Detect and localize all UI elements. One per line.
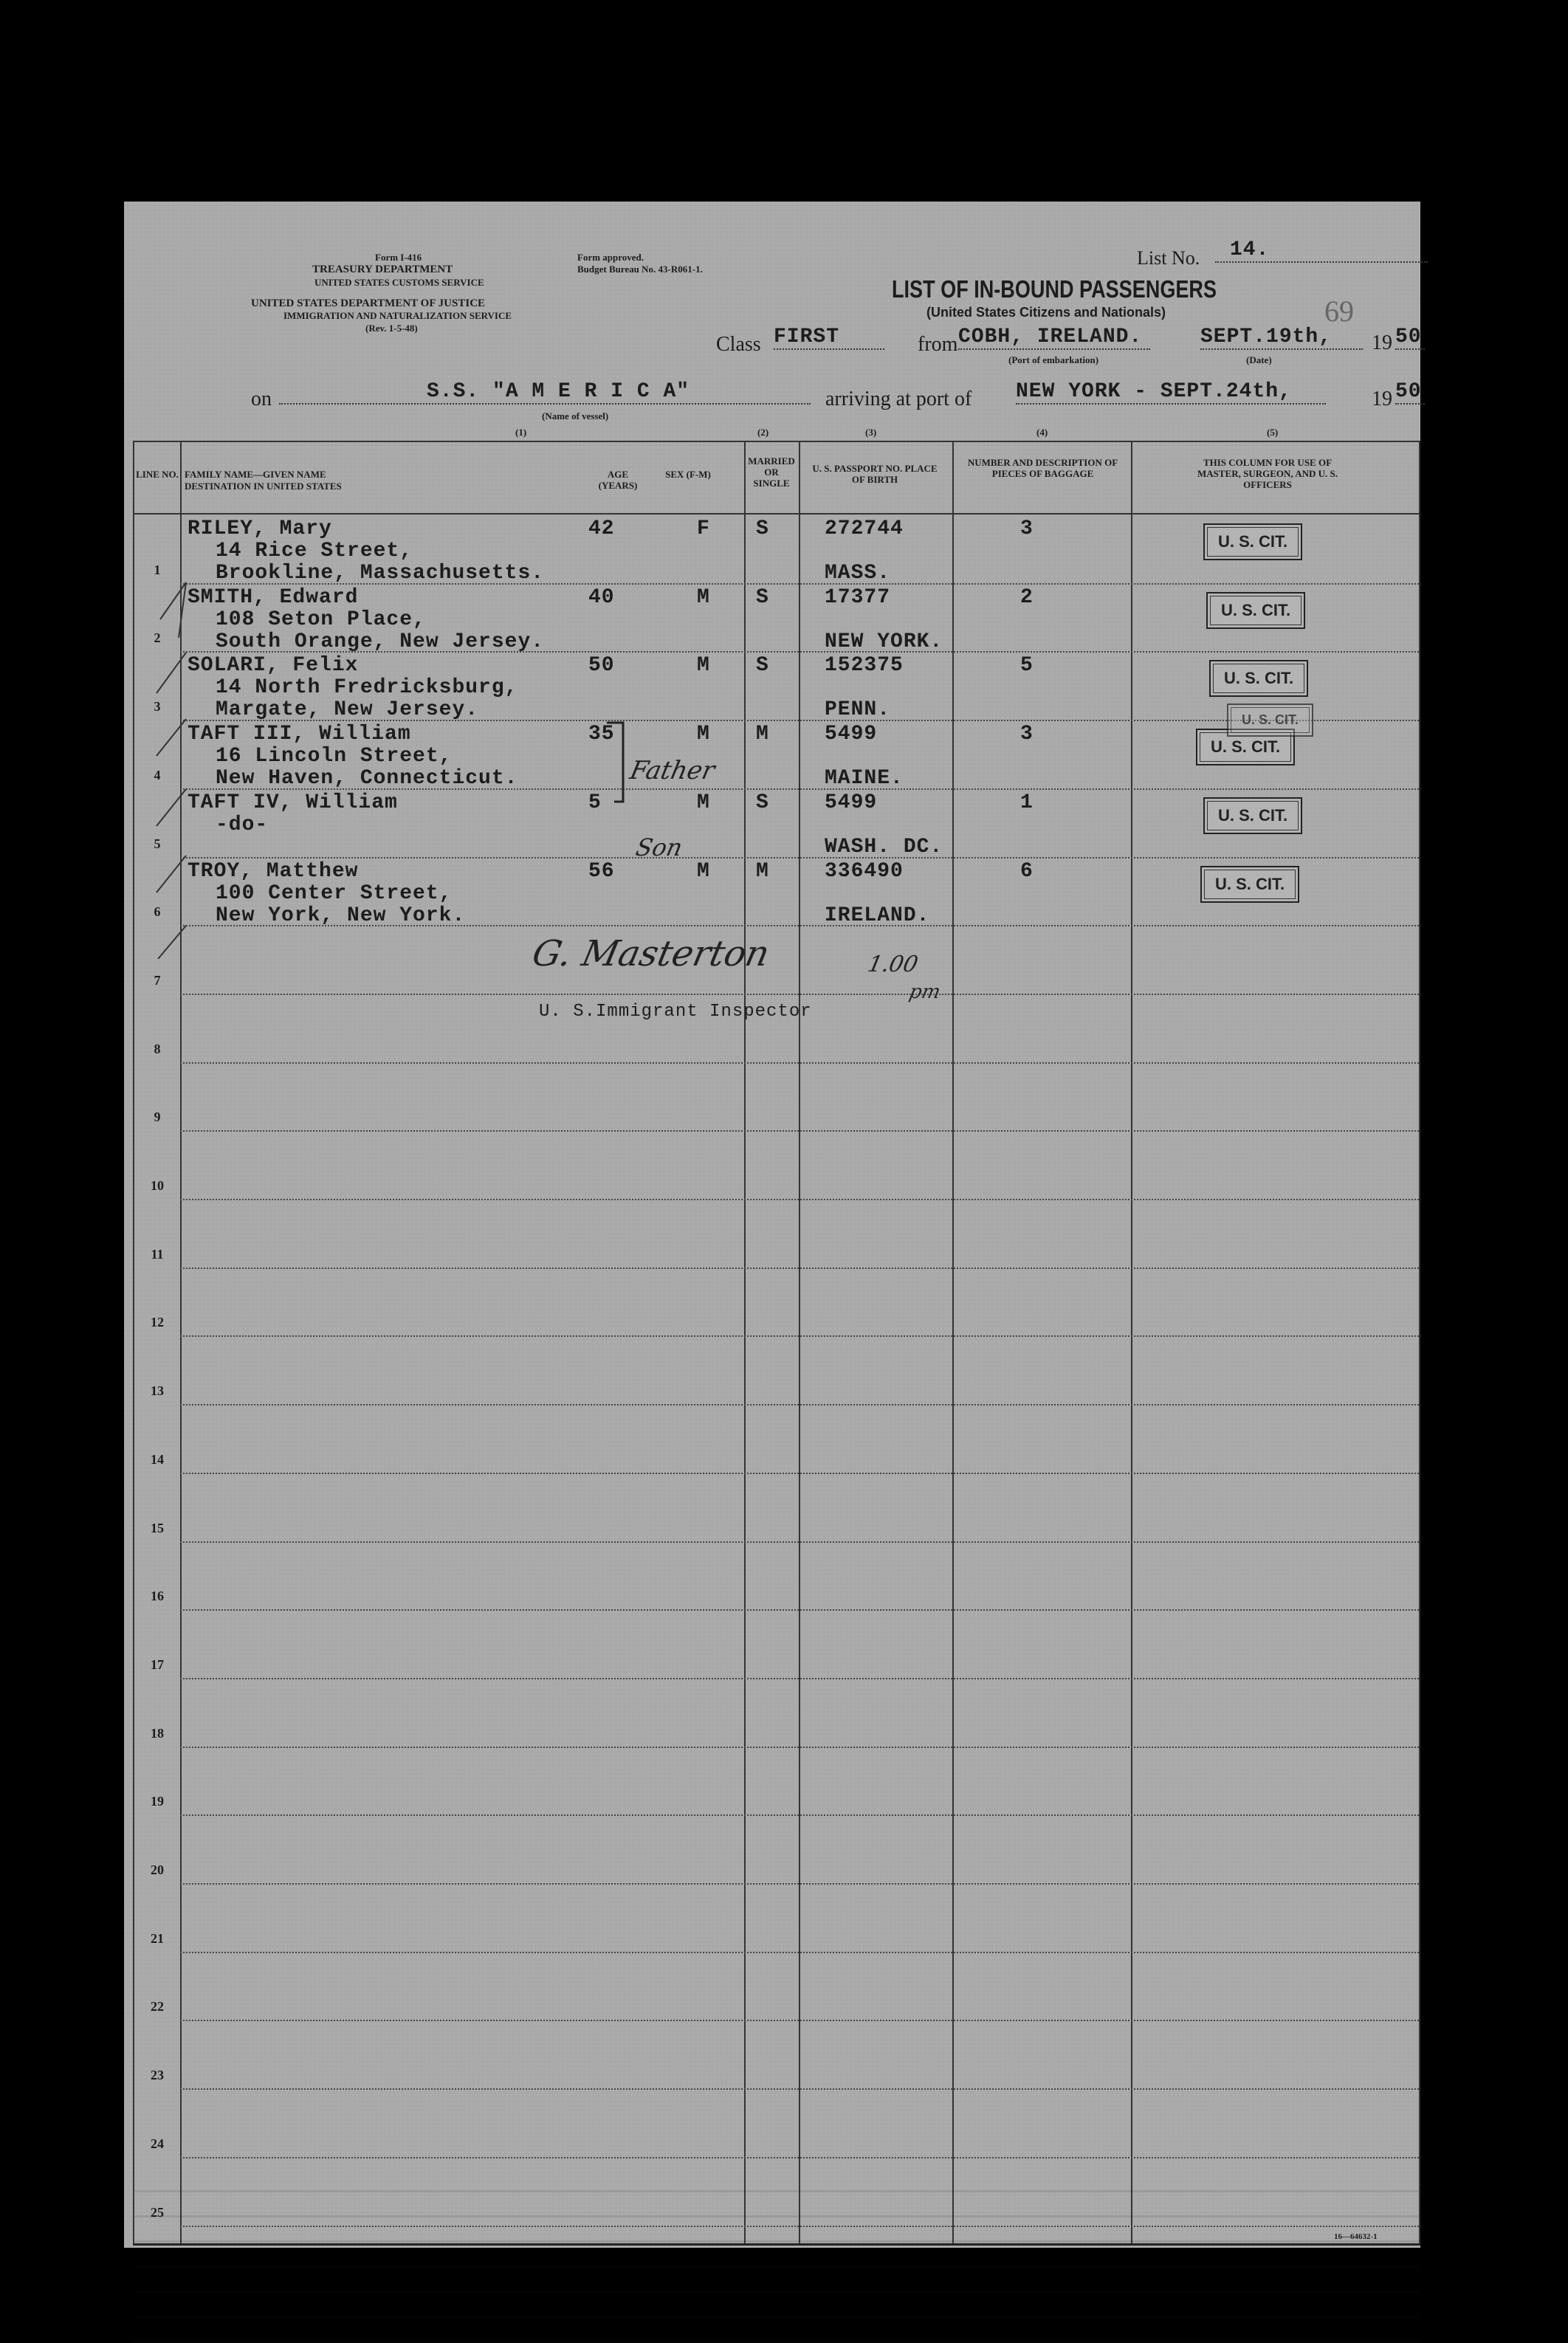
- passenger-name: TAFT III, William: [188, 723, 411, 746]
- marital-status: S: [756, 585, 769, 609]
- stamp-text: U. S. CIT.: [1207, 801, 1299, 830]
- print-code: 16—64632-1: [1334, 2232, 1378, 2241]
- line-number: 15: [151, 1520, 164, 1535]
- row-divider: [180, 1267, 1419, 1269]
- port-caption: (Port of embarkation): [1008, 354, 1099, 365]
- from-value: COBH, IRELAND.: [958, 326, 1150, 350]
- place-of-birth: MAINE.: [825, 767, 904, 791]
- row-divider: [180, 1541, 1419, 1543]
- col-header-line-no: LINE NO.: [136, 469, 179, 480]
- row-divider: [180, 994, 1419, 995]
- line-number: 1: [154, 562, 161, 577]
- place-of-birth: IRELAND.: [825, 904, 930, 927]
- year-prefix: 19: [1372, 331, 1392, 354]
- passenger-address: 16 Lincoln Street,: [216, 745, 453, 768]
- passenger-name: TAFT IV, William: [188, 791, 398, 814]
- budget-bureau: Budget Bureau No. 43-R061-1.: [577, 264, 703, 275]
- stamp-text: U. S. CIT.: [1200, 732, 1291, 762]
- col-num-3: (3): [865, 427, 877, 438]
- col-num-4: (4): [1036, 427, 1048, 438]
- row-divider: [180, 1883, 1419, 1885]
- passport-number: 5499: [825, 791, 878, 814]
- col-num-2: (2): [757, 427, 769, 438]
- passenger-sex: M: [697, 585, 710, 609]
- line-number: 24: [151, 2136, 164, 2151]
- passport-number: 152375: [825, 654, 904, 678]
- row-divider: [180, 1199, 1419, 1200]
- passenger-name: SMITH, Edward: [188, 585, 359, 609]
- arrival-port-date: NEW YORK - SEPT.24th,: [1016, 380, 1326, 405]
- passenger-name: TROY, Matthew: [188, 859, 359, 883]
- inspector-title: U. S.Immigrant Inspector: [539, 1002, 812, 1022]
- place-of-birth: MASS.: [825, 562, 891, 585]
- arrival-year-prefix: 19: [1372, 388, 1392, 410]
- stamp-text: U. S. CIT.: [1213, 664, 1304, 693]
- line-number: 14: [151, 1451, 164, 1467]
- passenger-address: 108 Seton Place,: [216, 608, 426, 631]
- marital-status: S: [756, 517, 769, 540]
- row-divider: [180, 2226, 1419, 2227]
- stamp-text: U. S. CIT.: [1231, 707, 1310, 733]
- passenger-age: 40: [588, 585, 615, 609]
- passenger-age: 42: [588, 517, 615, 540]
- bleed-through-text: [134, 2173, 1419, 2343]
- baggage-count: 3: [1020, 723, 1034, 746]
- passenger-sex: F: [697, 517, 710, 540]
- line-number: 20: [151, 1862, 164, 1877]
- passenger-sex: M: [697, 859, 710, 883]
- place-of-birth: WASH. DC.: [825, 835, 943, 859]
- row-divider: [180, 2088, 1419, 2090]
- line-number: 12: [151, 1315, 164, 1330]
- passenger-address: 14 North Fredricksburg,: [216, 676, 518, 700]
- place-of-birth: PENN.: [825, 698, 891, 722]
- inspector-signature: G. Masterton: [529, 933, 774, 974]
- line-number: 2: [154, 630, 161, 646]
- line-number: 19: [151, 1794, 164, 1809]
- revision-date: (Rev. 1-5-48): [365, 323, 418, 334]
- vessel-caption: (Name of vessel): [542, 410, 609, 422]
- passport-number: 5499: [825, 723, 878, 746]
- marital-status: S: [756, 791, 769, 814]
- dept-of-justice: UNITED STATES DEPARTMENT OF JUSTICE: [251, 297, 486, 309]
- line-number: 13: [151, 1383, 164, 1399]
- form-approved: Form approved.: [577, 252, 644, 263]
- line-number: 4: [154, 767, 161, 782]
- line-number: 3: [154, 699, 161, 715]
- baggage-count: 3: [1020, 517, 1034, 540]
- arrival-year: 50: [1395, 380, 1425, 405]
- on-label: on: [251, 388, 272, 410]
- col-header-sex: SEX (F-M): [665, 469, 711, 480]
- passenger-sex: M: [697, 791, 710, 814]
- row-divider: [180, 1473, 1419, 1474]
- line-number: 9: [154, 1109, 161, 1125]
- col-header-name: FAMILY NAME—GIVEN NAME: [185, 469, 326, 480]
- list-no-value: 14.: [1215, 238, 1428, 263]
- stamp-text: U. S. CIT.: [1207, 527, 1299, 557]
- line-number: 21: [151, 1930, 164, 1946]
- ins-service: IMMIGRATION AND NATURALIZATION SERVICE: [283, 310, 512, 321]
- col-header-baggage: NUMBER AND DESCRIPTION OF PIECES OF BAGGAGE: [967, 457, 1118, 479]
- passenger-table: [133, 441, 1420, 2246]
- row-divider: [180, 2157, 1419, 2158]
- passenger-address: 14 Rice Street,: [216, 540, 413, 562]
- page-subtitle: (United States Citizens and Nationals): [926, 305, 1166, 320]
- passenger-address: Brookline, Massachusetts.: [216, 562, 545, 585]
- fee-annotation: 1.00: [865, 952, 921, 977]
- annotation-father: Father: [627, 756, 718, 785]
- place-of-birth: NEW YORK.: [825, 630, 943, 653]
- line-number: 10: [151, 1178, 164, 1193]
- line-number: 7: [154, 972, 161, 988]
- baggage-count: 1: [1020, 791, 1034, 814]
- row-divider: [180, 1952, 1419, 1953]
- line-number: 6: [154, 904, 161, 920]
- passport-number: 272744: [825, 517, 904, 540]
- passenger-address: New Haven, Connecticut.: [216, 767, 518, 791]
- annotation-son: Son: [633, 833, 685, 861]
- passenger-age: 56: [588, 859, 615, 883]
- fee-unit: pm: [907, 981, 943, 1003]
- baggage-count: 2: [1020, 585, 1034, 609]
- departure-date: SEPT.19th,: [1200, 326, 1363, 350]
- passport-number: 17377: [825, 585, 891, 609]
- year-value: 50: [1395, 326, 1425, 350]
- form-number: Form I-416: [375, 252, 422, 263]
- stamp-text: U. S. CIT.: [1210, 596, 1301, 625]
- col-num-5: (5): [1267, 427, 1279, 438]
- line-number: 23: [151, 2068, 164, 2083]
- row-divider: [180, 1678, 1419, 1679]
- date-caption: (Date): [1246, 354, 1272, 365]
- line-number: 5: [154, 836, 161, 851]
- col-header-destination: DESTINATION IN UNITED STATES: [185, 481, 342, 492]
- passenger-sex: M: [697, 723, 710, 746]
- passenger-sex: M: [697, 654, 710, 678]
- row-divider: [180, 1404, 1419, 1406]
- row-divider: [180, 2020, 1419, 2021]
- col-header-passport: U. S. PASSPORT NO. PLACE OF BIRTH: [812, 463, 938, 485]
- passenger-age: 35: [588, 723, 615, 746]
- page-stamp-number: 69: [1324, 295, 1354, 328]
- line-number: 22: [151, 1999, 164, 2015]
- col-header-married: MARRIED OR SINGLE: [748, 455, 795, 489]
- page-title: LIST OF IN-BOUND PASSENGERS: [892, 275, 1217, 303]
- row-divider: [180, 1814, 1419, 1816]
- line-number: 16: [151, 1589, 164, 1604]
- marital-status: M: [756, 859, 769, 883]
- class-value: FIRST: [774, 326, 884, 350]
- line-number: 25: [151, 2204, 164, 2220]
- col-num-1: (1): [515, 427, 527, 438]
- class-label: Class: [716, 333, 761, 356]
- line-number: 18: [151, 1725, 164, 1741]
- passenger-address: -do-: [216, 813, 269, 836]
- passenger-age: 50: [588, 654, 615, 678]
- row-divider: [180, 1062, 1419, 1064]
- passenger-age: 5: [588, 791, 602, 814]
- marital-status: S: [756, 654, 769, 678]
- marital-status: M: [756, 723, 769, 746]
- passenger-address: Margate, New Jersey.: [216, 698, 479, 722]
- passenger-name: RILEY, Mary: [188, 517, 332, 540]
- passenger-address: South Orange, New Jersey.: [216, 630, 545, 653]
- arriving-label: arriving at port of: [825, 388, 972, 410]
- line-number: 8: [154, 1041, 161, 1056]
- treasury-department: TREASURY DEPARTMENT: [312, 264, 453, 275]
- from-label: from: [918, 333, 958, 356]
- bracket-lines: [134, 442, 1419, 959]
- row-divider: [180, 1609, 1419, 1611]
- baggage-count: 6: [1020, 859, 1034, 883]
- passenger-name: SOLARI, Felix: [188, 654, 359, 678]
- row-divider: [180, 1335, 1419, 1337]
- line-number: 17: [151, 1656, 164, 1672]
- passenger-address: 100 Center Street,: [216, 881, 453, 905]
- list-no-label: List No.: [1137, 247, 1200, 269]
- row-divider: [180, 1130, 1419, 1132]
- col-header-officers: THIS COLUMN FOR USE OF MASTER, SURGEON, AND U. S. OFFICERS: [1197, 457, 1338, 490]
- vessel-name: S.S. "A M E R I C A": [279, 380, 811, 405]
- passenger-address: New York, New York.: [216, 904, 466, 927]
- customs-service: UNITED STATES CUSTOMS SERVICE: [314, 277, 484, 288]
- stamp-text: U. S. CIT.: [1204, 870, 1296, 899]
- line-number: 11: [151, 1246, 164, 1262]
- passport-number: 336490: [825, 859, 904, 883]
- col-header-age: AGE (YEARS): [598, 469, 638, 491]
- baggage-count: 5: [1020, 654, 1034, 678]
- row-divider: [180, 1747, 1419, 1748]
